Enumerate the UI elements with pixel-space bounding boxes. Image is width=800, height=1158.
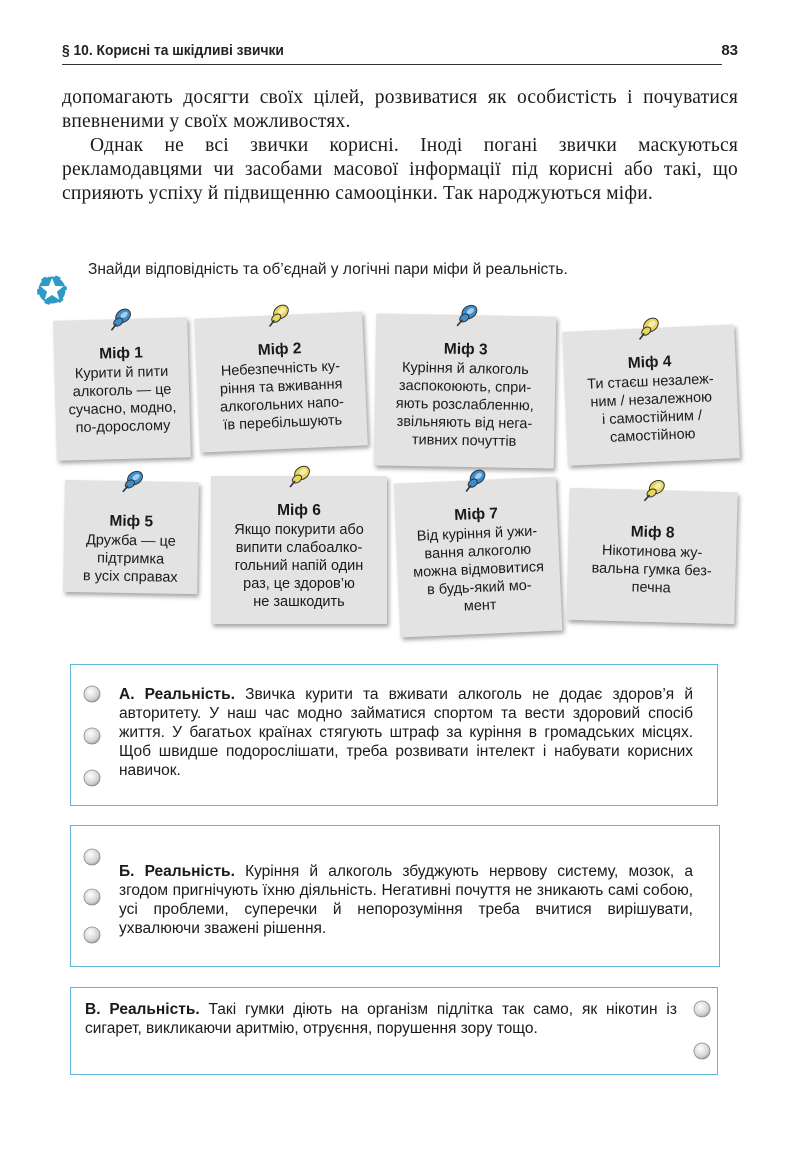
pushpin-icon	[636, 315, 663, 342]
myth-line: звільняють від нега-	[396, 413, 533, 433]
myth-note[interactable]	[53, 317, 191, 460]
body-text	[62, 86, 738, 206]
myth-line: Якщо покурити або	[234, 522, 364, 538]
myth-title: Міф 3	[443, 340, 488, 359]
myth-line: підтримка	[96, 550, 165, 568]
myth-line: тивних почуттів	[411, 432, 517, 450]
answer-dot[interactable]	[83, 727, 101, 745]
myth-line: мент	[463, 597, 497, 615]
header-divider	[62, 64, 722, 65]
pushpin-icon	[266, 302, 293, 329]
reality-text: Звичка курити та вживати алкоголь не додає здоров’я й авторитету. У наш час модно займатися спортом та вести здоровий спосіб життя. У багатьох країнах стягують штраф за куріння в громадських місцях. Щоб швидше подорослішати, треба розвивати інтелект і набувати корисних навичок.	[119, 686, 693, 779]
myth-line: ріння та вживання	[219, 376, 343, 398]
answer-dot[interactable]	[83, 685, 101, 703]
myth-title: Міф 4	[627, 353, 672, 372]
answer-dot[interactable]	[693, 1000, 711, 1018]
answer-dot[interactable]	[83, 848, 101, 866]
reality-text: Куріння й алкоголь збуджують нервову систему, мозок, а згодом пригнічують їхню діяльність. Негативні почуття не зникають самі собою, усі проблеми, суперечки й непорозуміння треба вчитися вирішувати, ухвалюючи зважені рішення.	[119, 863, 693, 937]
reality-a-box	[70, 664, 718, 806]
myth-note[interactable]	[566, 488, 737, 624]
myth-note[interactable]	[562, 324, 740, 465]
myth-line: печна	[631, 579, 671, 597]
myth-line: яють розслабленню,	[395, 395, 534, 415]
myth-note[interactable]	[63, 480, 199, 594]
myth-line: в усіх справах	[82, 568, 178, 586]
myth-line: їв перебільшують	[223, 412, 343, 434]
myth-line: вання алкоголю	[424, 541, 532, 563]
answer-dot[interactable]	[83, 926, 101, 944]
myth-line: раз, це здоров’ю	[243, 576, 355, 592]
myth-line: алкогольних напо-	[219, 394, 345, 416]
star-task-icon	[34, 272, 70, 308]
paragraph: Однак не всі звички корисні. Іноді погані звички маскуються рекламодавцями чи засобами масової інформації під корисні або такі, що сприяють успіху й підвищенню самооцінки. Так народжуються міфи.	[62, 135, 738, 204]
myth-line: Нікотинова жу-	[601, 542, 703, 562]
myth-line: Куріння й алкоголь	[401, 359, 529, 379]
paragraph: допомагають досягти своїх цілей, розвиватися як особистість і почуватися впевненими у своїх можливостях.	[62, 87, 738, 132]
myth-note[interactable]	[394, 477, 563, 638]
myth-title: Міф 1	[98, 344, 144, 363]
myth-title: Міф 2	[257, 340, 302, 359]
myth-line: алкоголь — це	[72, 381, 172, 401]
reality-label: А. Реальність.	[119, 686, 235, 703]
pushpin-icon	[641, 478, 668, 505]
myth-line: і самостійним /	[601, 407, 703, 429]
pushpin-icon	[287, 464, 313, 490]
myth-line: Від куріння й ужи-	[416, 523, 538, 545]
pushpin-icon	[462, 467, 489, 494]
pushpin-icon	[120, 469, 146, 495]
myth-note[interactable]	[194, 311, 368, 452]
myth-line: в будь-який мо-	[426, 577, 532, 599]
myth-title: Міф 5	[109, 512, 154, 531]
myth-title: Міф 8	[630, 523, 675, 542]
section-header: § 10. Корисні та шкідливі звички	[62, 42, 284, 59]
reality-text: Такі гумки діють на організм підлітка так само, як нікотин із сигарет, викликаючи аритмію, отруєння, порушення зору тощо.	[85, 1001, 677, 1037]
myth-line: не зашкодить	[253, 594, 345, 610]
task-instruction: Знайди відповідність та об’єднай у логічні пари міфи й реальність.	[88, 261, 568, 278]
answer-dot[interactable]	[83, 888, 101, 906]
reality-label: В. Реальність.	[85, 1001, 200, 1018]
myth-line: гольний напій один	[234, 558, 364, 574]
myth-line: Ти стаєш незалеж-	[586, 371, 715, 393]
myth-line: самостійною	[609, 426, 696, 446]
myth-note[interactable]	[374, 313, 557, 468]
answer-dot[interactable]	[693, 1042, 711, 1060]
myth-title: Міф 6	[277, 502, 321, 519]
pushpin-icon	[454, 303, 480, 329]
page-number: 83	[721, 42, 738, 59]
myth-line: Дружба — це	[85, 532, 176, 550]
myth-title: Міф 7	[453, 505, 499, 524]
myth-line: заспокоюють, спри-	[398, 377, 532, 397]
myth-line: Курити й пити	[74, 363, 169, 383]
myth-line: можна відмовитися	[412, 559, 545, 581]
myth-line: Небезпечність ку-	[220, 358, 341, 380]
myth-line: по-дорослому	[75, 417, 171, 437]
myth-line: вальна гумка без-	[591, 560, 712, 580]
reality-label: Б. Реальність.	[119, 863, 235, 880]
answer-dot[interactable]	[83, 769, 101, 787]
reality-b-box	[70, 825, 720, 967]
myth-line: сучасно, модно,	[68, 399, 177, 419]
pushpin-icon	[108, 307, 135, 334]
myth-note[interactable]	[211, 476, 387, 624]
myth-line: ним / незалежною	[590, 389, 713, 411]
reality-c-box	[70, 987, 718, 1075]
myth-line: випити слабоалко-	[235, 540, 363, 556]
